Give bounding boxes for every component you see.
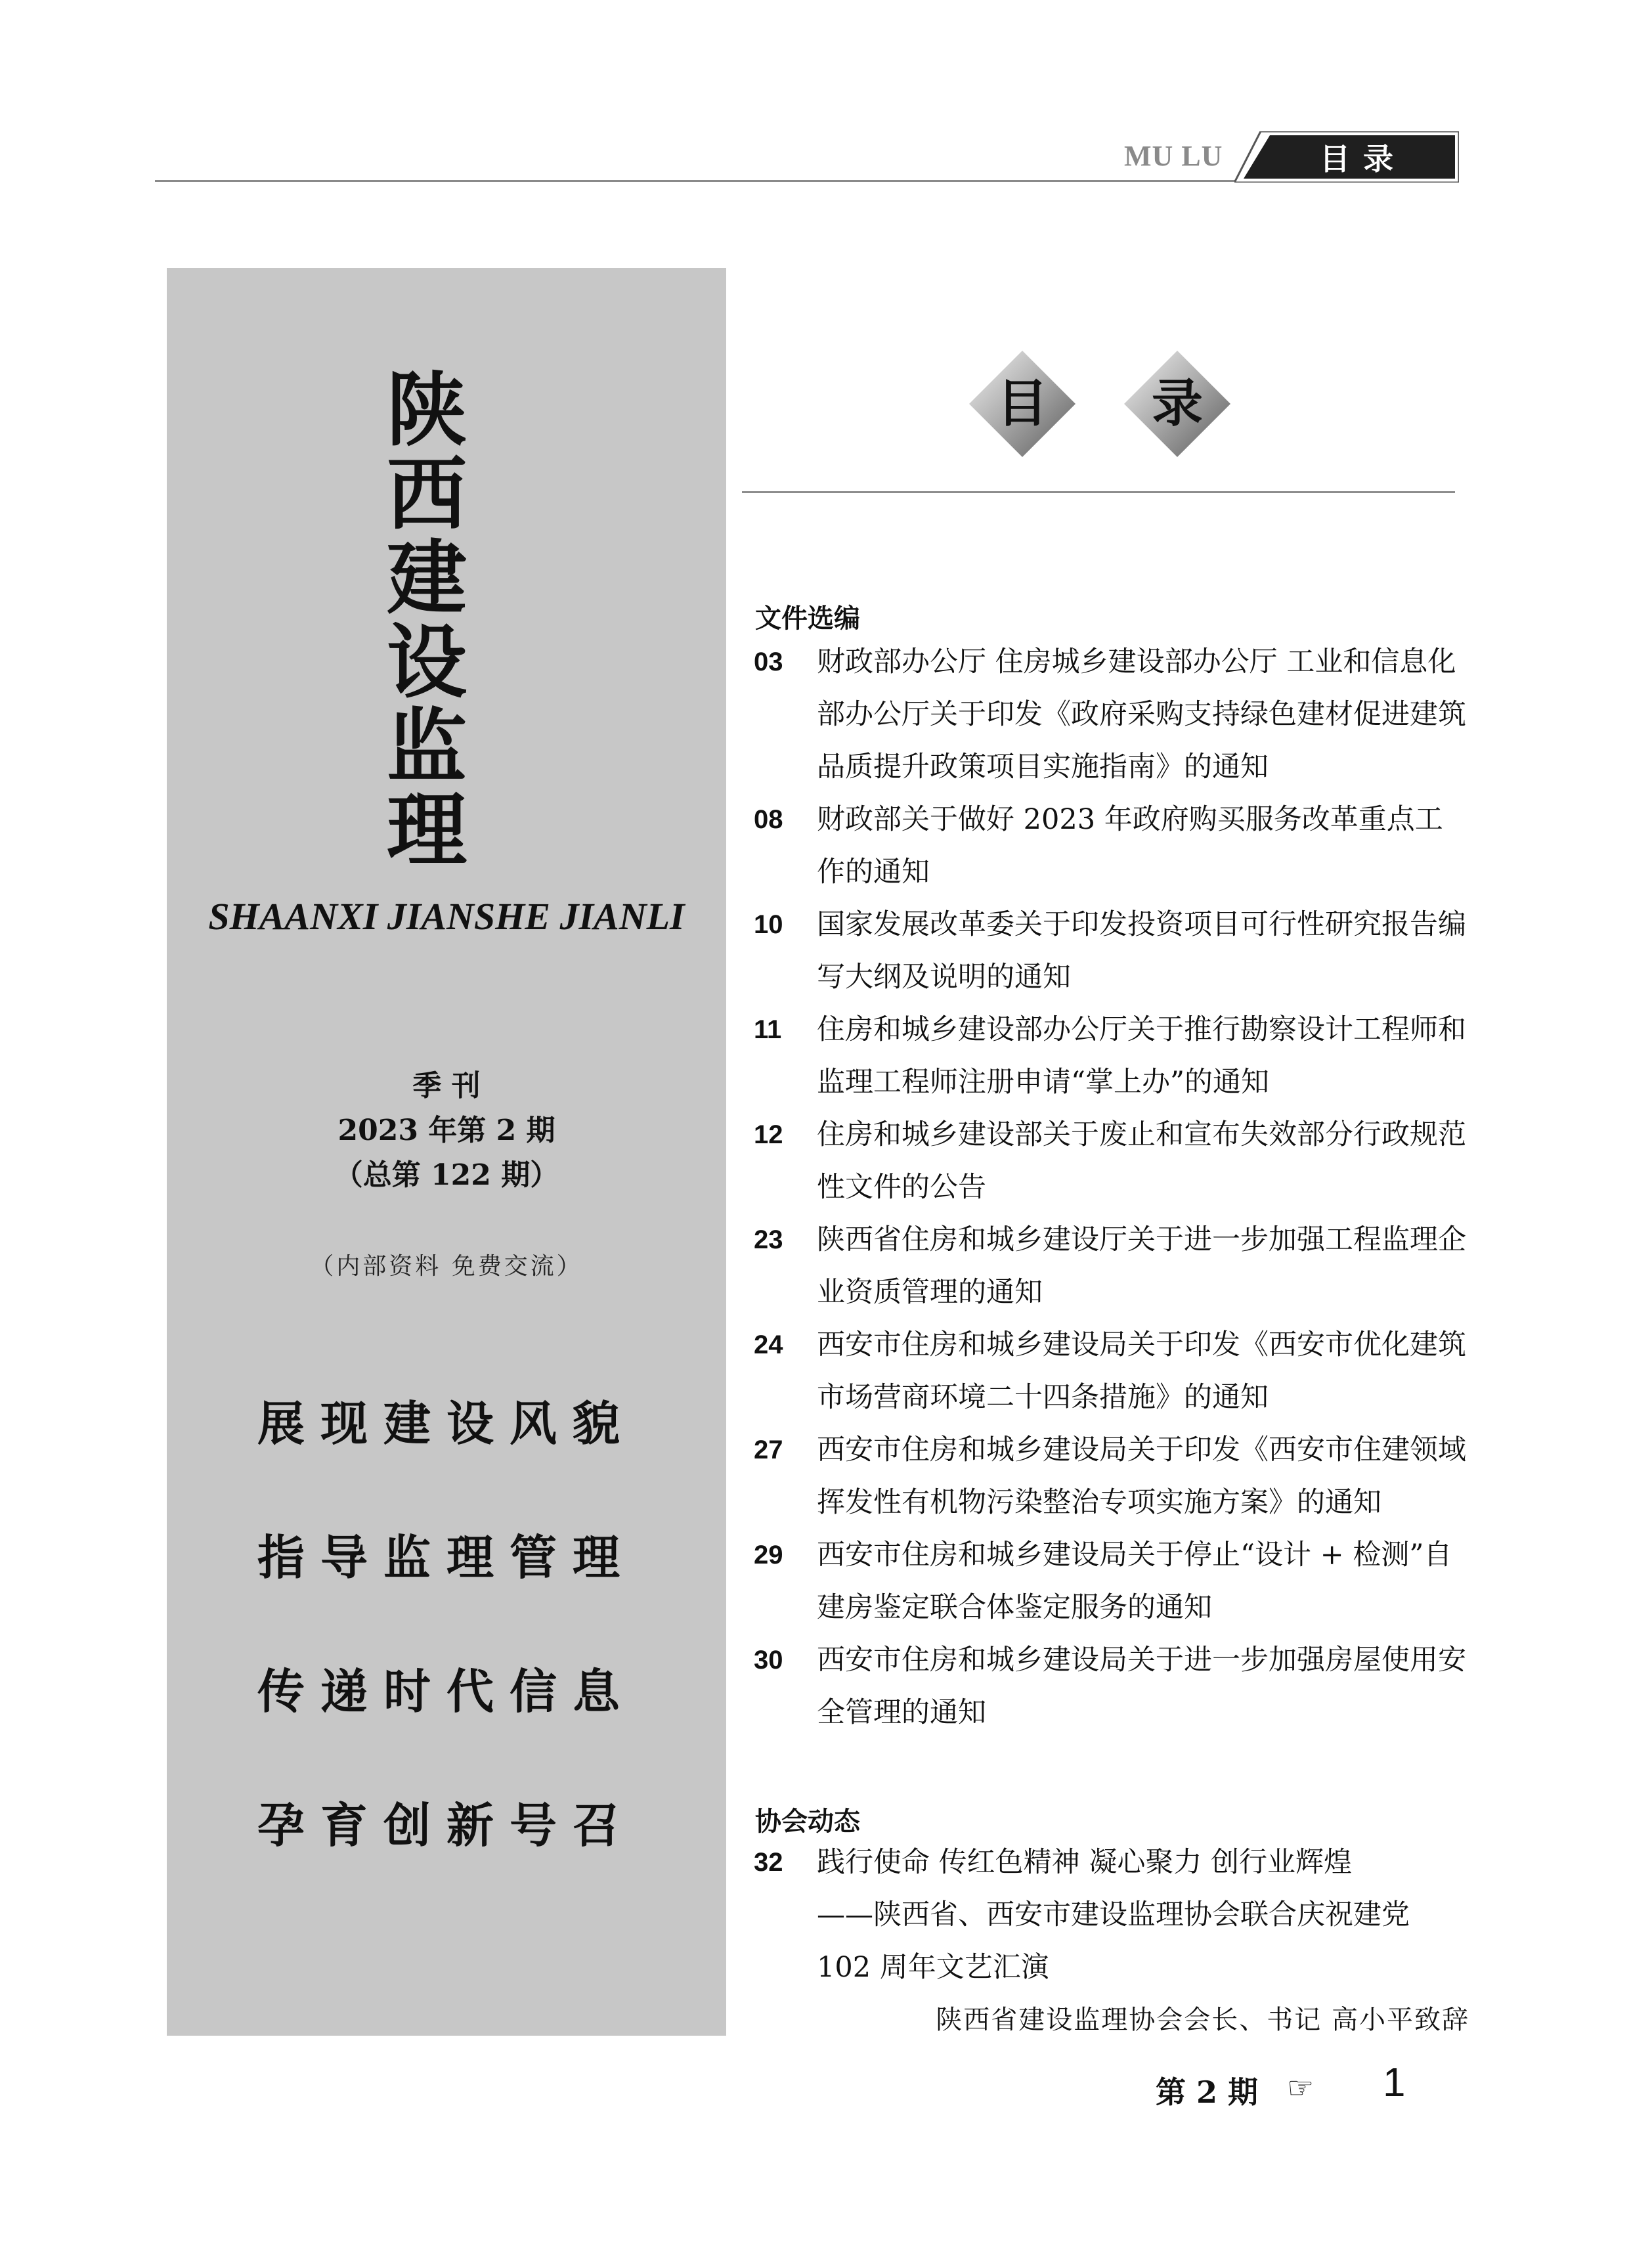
journal-title-char: 监 [387,699,467,793]
total-issue-label: （总第 122 期） [334,1158,559,1192]
toc-entry-text: 西安市住房和城乡建设局关于印发《西安市优化建筑市场营商环境二十四条措施》的通知 [817,1328,1466,1414]
section-title: 协会动态 [755,1807,860,1837]
toc-page-number: 10 [754,910,783,939]
toc-entry[interactable] [754,1836,1469,2046]
header-tab-label: 目录 [1320,141,1406,177]
issue-info [167,1064,726,1198]
toc-entry-text: 陕西省住房和城乡建设厅关于进一步加强工程监理企业资质管理的通知 [817,1223,1466,1309]
toc-entry-text: 西安市住房和城乡建设局关于停止“设计 + 检测”自建房鉴定联合体鉴定服务的通知 [817,1539,1452,1624]
journal-title-char: 建 [387,531,467,625]
toc-entry[interactable] [754,793,1469,898]
section-title: 文件选编 [755,603,860,634]
header-rule [155,180,1245,182]
toc-list [754,1836,1469,2046]
slogan: 传递时代信息 [257,1663,636,1719]
internal-note: （内部资料 免费交流） [310,1253,583,1280]
toc-entry-text: 国家发展改革委关于印发投资项目可行性研究报告编写大纲及说明的通知 [817,908,1466,994]
toc-page-number: 30 [754,1646,783,1675]
toc-page-number: 27 [754,1435,783,1464]
frequency-label: 季 刊 [412,1069,481,1103]
toc-entry-subtitle: ——陕西省、西安市建设监理协会联合庆祝建党 102 周年文艺汇演 [817,1898,1410,1984]
toc-entry[interactable] [754,1529,1469,1634]
slogan: 指导监理管理 [257,1529,636,1585]
slogan-list [167,1386,726,1921]
toc-entry-text: 西安市住房和城乡建设局关于印发《西安市住建领域挥发性有机物污染整治专项实施方案》的通知 [817,1434,1466,1519]
toc-entry-text: 住房和城乡建设部关于废止和宣布失效部分行政规范性文件的公告 [817,1118,1466,1204]
toc-entry[interactable] [754,1214,1469,1319]
journal-title-char: 西 [387,447,467,541]
toc-page-number: 12 [754,1120,783,1149]
toc-page-number: 11 [754,1015,782,1044]
toc-entry-text: 西安市住房和城乡建设局关于进一步加强房屋使用安全管理的通知 [817,1644,1466,1729]
toc-page-number: 24 [754,1330,783,1359]
pointing-hand-icon: ☞ [1287,2070,1315,2105]
toc-heading-rule [742,491,1455,493]
toc-entry[interactable] [754,1319,1469,1424]
toc-entry[interactable] [754,636,1469,793]
issue-label: 2023 年第 2 期 [337,1114,555,1147]
toc-list [754,636,1469,1739]
header-mulu-label: MU LU [1124,140,1223,172]
toc-heading-diamond [1121,348,1233,460]
page-number: 1 [1383,2060,1406,2105]
toc-entry-text: 财政部办公厅 住房城乡建设部办公厅 工业和信息化部办公厅关于印发《政府采购支持绿色建材促进建筑品质提升政策项目实施指南》的通知 [817,646,1466,783]
header-tab [1234,131,1459,183]
toc-page-number: 03 [754,647,783,676]
toc-entry-byline: 陕西省建设监理协会会长、书记 高小平致辞 [936,2005,1469,2035]
toc-entry[interactable] [754,1108,1469,1214]
toc-entry-text: 住房和城乡建设部办公厅关于推行勘察设计工程师和监理工程师注册申请“掌上办”的通知 [817,1013,1466,1099]
journal-title-char: 陕 [387,362,467,457]
toc-entry[interactable] [754,1424,1469,1529]
journal-title-vertical [368,362,486,877]
toc-heading-char: 录 [1151,374,1203,433]
toc-heading-char: 目 [996,374,1048,433]
journal-title-char: 设 [387,615,467,709]
slogan: 展现建设风貌 [257,1395,636,1451]
toc-page-number: 29 [754,1541,783,1569]
toc-page-number: 08 [754,805,783,834]
toc-entry[interactable] [754,1634,1469,1739]
journal-english-title: SHAANXI JIANSHE JIANLI [208,895,685,938]
slogan: 孕育创新号召 [257,1797,636,1853]
toc-entry-text: 财政部关于做好 2023 年政府购买服务改革重点工作的通知 [817,803,1443,888]
toc-heading-diamond [967,348,1078,460]
toc-entry[interactable] [754,1003,1469,1108]
toc-entry[interactable] [754,898,1469,1003]
footer-issue-label: 第 2 期 [1156,2074,1259,2110]
journal-title-char: 理 [387,783,467,877]
toc-entry-text: 践行使命 传红色精神 凝心聚力 创行业辉煌 [817,1846,1353,1879]
toc-page-number: 23 [754,1225,783,1254]
toc-page-number: 32 [754,1848,783,1877]
